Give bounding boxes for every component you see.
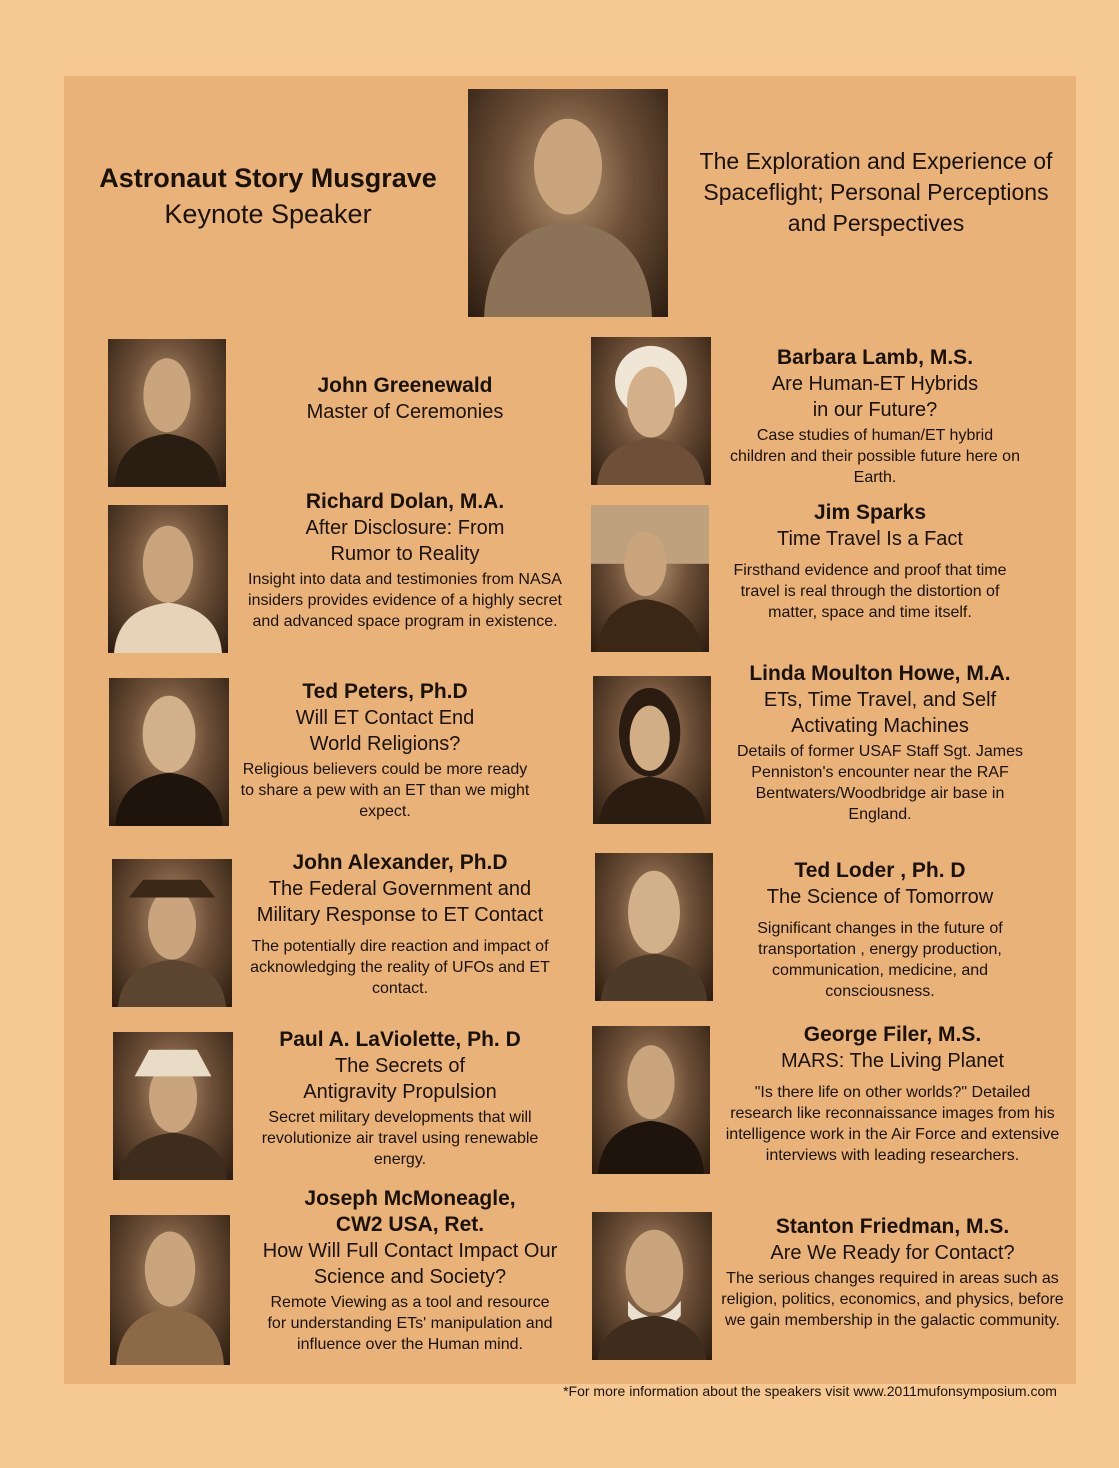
speaker-name: John Alexander, Ph.D	[292, 851, 508, 874]
speaker-name: John Greenewald	[317, 374, 493, 397]
speaker-title: Will ET Contact End World Religions?	[295, 707, 475, 755]
speaker-photo-left-4	[112, 859, 232, 1007]
speaker-description: Secret military developments that will revolutionize air travel using renewable energy.	[261, 1109, 539, 1168]
speaker-title: The Science of Tomorrow	[766, 886, 994, 908]
speaker-description: The potentially dire reaction and impact of acknowledging the reality of UFOs and ET contact.	[250, 938, 550, 997]
speaker-name: George Filer, M.S.	[803, 1023, 982, 1046]
speaker-block-right-3	[715, 661, 1045, 825]
speaker-block-left-4	[240, 850, 560, 999]
speaker-photo-left-6	[110, 1215, 230, 1365]
speaker-photo-left-2	[108, 505, 228, 653]
speaker-description: Firsthand evidence and proof that time travel is real through the distortion of matter, space and time itself.	[733, 562, 1007, 621]
speaker-block-right-2	[715, 500, 1025, 623]
speaker-title: Time Travel Is a Fact	[777, 528, 963, 550]
speaker-description: Case studies of human/ET hybrid children and their possible future here on Earth.	[730, 427, 1020, 486]
speaker-photo-left-1	[108, 339, 226, 487]
keynote-role: Keynote Speaker	[164, 199, 372, 229]
speaker-name: Richard Dolan, M.A.	[305, 490, 505, 513]
speaker-block-right-6	[715, 1214, 1070, 1331]
speaker-name: Stanton Friedman, M.S.	[775, 1215, 1010, 1238]
speaker-block-left-2	[240, 489, 570, 632]
keynote-portrait	[468, 89, 668, 317]
speaker-photo-right-6	[592, 1212, 712, 1360]
speaker-description: Religious believers could be more ready to share a pew with an ET than we might expect.	[240, 761, 530, 820]
footer-note: *For more information about the speakers visit www.2011mufonsymposium.com	[563, 1383, 1057, 1399]
speaker-description: Details of former USAF Staff Sgt. James Penniston's encounter near the RAF Bentwaters/Woodbridge air base in England.	[736, 743, 1024, 823]
speaker-description: Remote Viewing as a tool and resource for understanding ETs' manipulation and influence over the Human mind.	[267, 1294, 553, 1353]
speaker-title: Are We Ready for Contact?	[770, 1242, 1015, 1264]
speaker-title: The Federal Government and Military Response to ET Contact	[256, 878, 544, 926]
speaker-block-right-4	[730, 858, 1030, 1002]
speaker-title: Master of Ceremonies	[306, 401, 504, 423]
speaker-title: ETs, Time Travel, and Self Activating Machines	[763, 689, 997, 737]
speaker-block-left-5	[250, 1027, 550, 1170]
speaker-photo-left-5	[113, 1032, 233, 1180]
speaker-photo-right-4	[595, 853, 713, 1001]
keynote-name: Astronaut Story Musgrave	[99, 163, 437, 193]
speaker-name: Linda Moulton Howe, M.A.	[749, 662, 1011, 685]
speaker-name: Ted Loder , Ph. D	[794, 859, 966, 882]
speaker-photo-left-3	[109, 678, 229, 826]
speaker-photo-right-5	[592, 1026, 710, 1174]
speaker-title: How Will Full Contact Impact Our Science and Society?	[262, 1240, 558, 1288]
speaker-description: Significant changes in the future of transportation , energy production, communication, medicine, and consciousness.	[757, 920, 1003, 1000]
keynote-topic: The Exploration and Experience of Spaceflight; Personal Perceptions and Perspectives	[699, 148, 1053, 236]
speaker-title: Are Human-ET Hybrids in our Future?	[771, 373, 979, 421]
speaker-block-right-5	[720, 1022, 1065, 1166]
speaker-title: MARS: The Living Planet	[780, 1050, 1005, 1072]
speaker-description: Insight into data and testimonies from NASA insiders provides evidence of a highly secret and advanced space program in existence.	[248, 571, 562, 630]
speaker-name: Barbara Lamb, M.S.	[776, 346, 974, 369]
speaker-name: Ted Peters, Ph.D	[302, 680, 468, 703]
speaker-block-left-3	[235, 679, 535, 822]
speaker-description: The serious changes required in areas such as religion, politics, economics, and physics, before we gain membership in the galactic community.	[721, 1270, 1064, 1329]
speaker-name: Paul A. LaViolette, Ph. D	[279, 1028, 521, 1051]
speaker-photo-right-3	[593, 676, 711, 824]
speaker-photo-right-2	[591, 505, 709, 652]
speaker-description: "Is there life on other worlds?" Detailed research like reconnaissance images from his intelligence work in the Air Force and extensive interviews with leading researchers.	[725, 1084, 1060, 1164]
speaker-block-right-1	[720, 345, 1030, 488]
speaker-title: After Disclosure: From Rumor to Reality	[305, 517, 505, 565]
speaker-block-left-6	[240, 1186, 580, 1355]
speaker-title: The Secrets of Antigravity Propulsion	[303, 1055, 497, 1103]
speaker-name: Joseph McMoneagle, CW2 USA, Ret.	[304, 1187, 516, 1236]
speaker-name: Jim Sparks	[813, 501, 927, 524]
speaker-photo-right-1	[591, 337, 711, 485]
speaker-block-left-1	[250, 373, 560, 425]
